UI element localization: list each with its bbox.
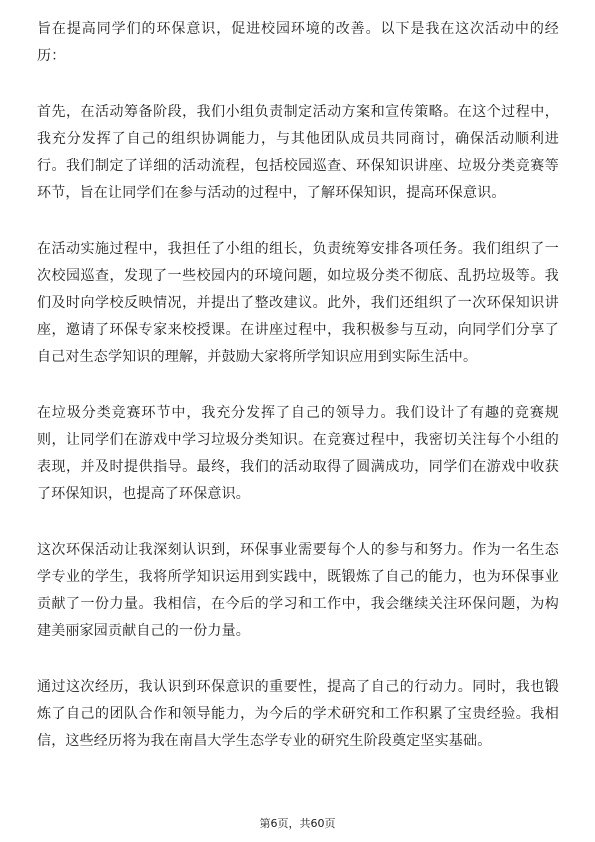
paragraph-preparation: 首先，在活动筹备阶段，我们小组负责制定活动方案和宣传策略。在这个过程中，我充分发挥了自己的组织协调能力，与其他团队成员共同商讨，确保活动顺利进行。我们制定了详细的活动流程，包括校园巡查、环保知识讲座、垃圾分类竞赛等环节，旨在让同学们在参与活动的过程中，了解环保知识，提高环保意识。: [37, 104, 559, 201]
paragraph-intro: 旨在提高同学们的环保意识，促进校园环境的改善。以下是我在这次活动中的经历：: [37, 21, 559, 64]
page-number-footer: 第6页，共60页: [259, 817, 336, 830]
paragraph-reflection: 这次环保活动让我深刻认识到，环保事业需要每个人的参与和努力。作为一名生态学专业的学生，我将所学知识运用到实践中，既锻炼了自己的能力，也为环保事业贡献了一份力量。我相信，在今后的学习和工作中，我会继续关注环保问题，为构建美丽家园贡献自己的一份力量。: [37, 542, 559, 639]
document-body: [37, 16, 559, 755]
paragraph-conclusion: 通过这次经历，我认识到环保意识的重要性，提高了自己的行动力。同时，我也锻炼了自己的团队合作和领导能力，为今后的学术研究和工作积累了宝贵经验。我相信，这些经历将为我在南昌大学生态学专业的研究生阶段奠定坚实基础。: [37, 679, 559, 749]
paragraph-competition: 在垃圾分类竞赛环节中，我充分发挥了自己的领导力。我们设计了有趣的竞赛规则，让同学们在游戏中学习垃圾分类知识。在竞赛过程中，我密切关注每个小组的表现，并及时提供指导。最终，我们的活动取得了圆满成功，同学们在游戏中收获了环保知识，也提高了环保意识。: [37, 405, 559, 502]
paragraph-implementation: 在活动实施过程中，我担任了小组的组长，负责统筹安排各项任务。我们组织了一次校园巡查，发现了一些校园内的环境问题，如垃圾分类不彻底、乱扔垃圾等。我们及时向学校反映情况，并提出了整改建议。此外，我们还组织了一次环保知识讲座，邀请了环保专家来校授课。在讲座过程中，我积极参与互动，向同学们分享了自己对生态学知识的理解，并鼓励大家将所学知识应用到实际生活中。: [37, 241, 559, 365]
